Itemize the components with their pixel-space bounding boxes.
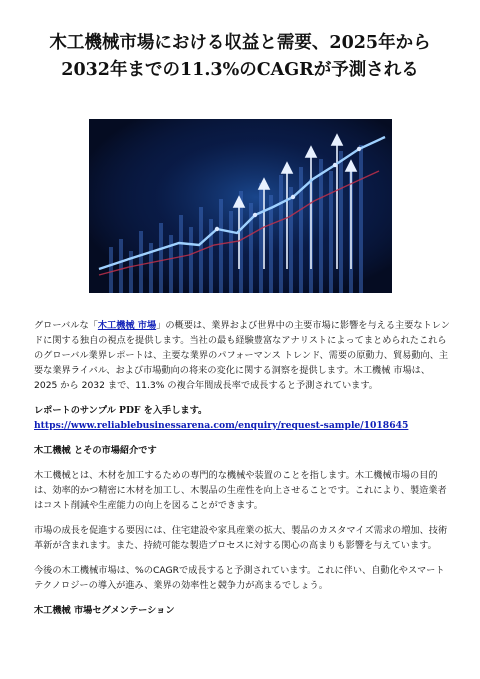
rising-arrows-illustration (89, 119, 392, 293)
sample-request-paragraph (34, 403, 450, 433)
definition-paragraph: 木工機械とは、木材を加工するための専門的な機械や装置のことを指します。木工機械市場の目的は、効率的かつ精密に木材を加工し、木製品の生産性を向上させることです。これにより、製造業者はコスト削減や生産能力の向上を図ることができます。 (34, 470, 447, 511)
market-link[interactable]: 木工機械 市場 (97, 320, 157, 331)
section-heading-intro: 木工機械 とその市場紹介です (34, 445, 157, 456)
growth-factors-paragraph: 市場の成長を促進する要因には、住宅建設や家具産業の拡大、製品のカスタマイズ需求の増加、技術革新が含まれます。また、持続可能な製造プロセスに対する関心の高まりも影響を与えています。 (34, 525, 448, 551)
intro-paragraph: グローバルな「木工機械 市場」の概要は、業界および世界中の主要市場に影響を与える主要なトレンドに関する独自の視点を提供します。当社の最も経験豊富なアナリストによってまとめられたこれらのグローバル業界レポートは、主要な業界のパフォーマンス トレンド、需要の原動力、貿易動向、主要な業界ライバル、および市場動向の将来の変化に関する洞察を提供します。木工機械 市場は、2025 から 2032 まで、11.3% の複合年間成長率で成長すると予測されています。 (34, 320, 450, 391)
article-body (34, 318, 450, 628)
page-title (20, 30, 460, 84)
hero-image (89, 119, 392, 293)
sample-request-link[interactable]: https://www.reliablebusinessarena.com/enquiry/request-sample/1018645 (34, 420, 409, 431)
title-line-1: 木工機械市場における収益と需要、2025年から (49, 33, 431, 53)
title-line-2: 2032年までの11.3%のCAGRが予測される (61, 60, 419, 80)
section-heading-segmentation: 木工機械 市場セグメンテーション (34, 605, 175, 616)
sample-label: レポートのサンプル PDF を入手します。 (34, 405, 208, 416)
outlook-paragraph: 今後の木工機械市場は、%のCAGRで成長すると予測されています。これに伴い、自動化やスマートテクノロジーの導入が進み、業界の効率性と競争力が高まるでしょう。 (34, 565, 445, 591)
